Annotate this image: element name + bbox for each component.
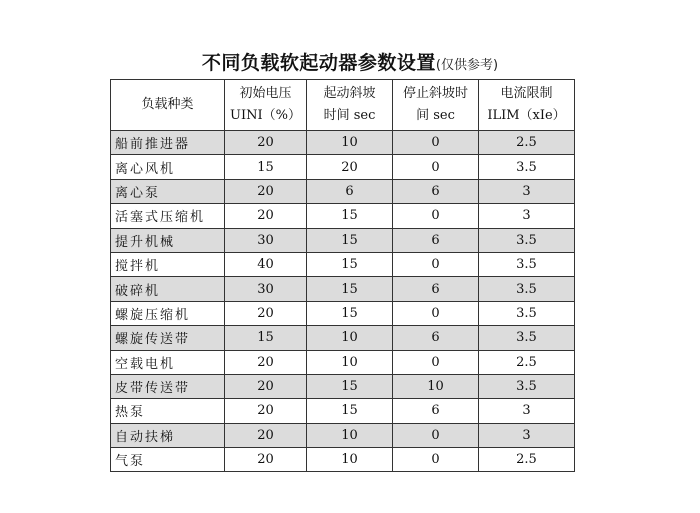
cell-load-type: 气泵: [111, 448, 225, 472]
cell-start-ramp: 15: [307, 252, 393, 276]
table-body: [111, 131, 575, 472]
cell-current-limit: 3.5: [479, 228, 575, 252]
cell-current-limit: 3: [479, 399, 575, 423]
cell-load-type: 螺旋压缩机: [111, 301, 225, 325]
cell-start-ramp: 15: [307, 374, 393, 398]
table-row: [111, 204, 575, 228]
cell-stop-ramp: 6: [393, 228, 479, 252]
cell-current-limit: 3: [479, 423, 575, 447]
table-row: [111, 399, 575, 423]
cell-start-ramp: 15: [307, 204, 393, 228]
cell-initial-voltage: 20: [225, 204, 307, 228]
cell-stop-ramp: 0: [393, 350, 479, 374]
cell-stop-ramp: 6: [393, 277, 479, 301]
table-row: [111, 131, 575, 155]
table-row: [111, 448, 575, 472]
table-row: [111, 228, 575, 252]
header-label: 停止斜坡时: [402, 86, 468, 101]
cell-initial-voltage: 30: [225, 228, 307, 252]
header-unit: UINI（%）: [230, 108, 301, 123]
cell-stop-ramp: 0: [393, 204, 479, 228]
cell-stop-ramp: 0: [393, 155, 479, 179]
cell-current-limit: 3.5: [479, 374, 575, 398]
cell-stop-ramp: 0: [393, 423, 479, 447]
cell-stop-ramp: 0: [393, 448, 479, 472]
cell-initial-voltage: 30: [225, 277, 307, 301]
cell-current-limit: 2.5: [479, 448, 575, 472]
header-start-ramp: [307, 80, 393, 131]
cell-initial-voltage: 20: [225, 448, 307, 472]
table-row: [111, 179, 575, 203]
header-label: 起动斜坡: [323, 86, 376, 101]
cell-initial-voltage: 20: [225, 374, 307, 398]
cell-load-type: 提升机械: [111, 228, 225, 252]
cell-start-ramp: 10: [307, 131, 393, 155]
cell-initial-voltage: 40: [225, 252, 307, 276]
cell-initial-voltage: 20: [225, 131, 307, 155]
cell-start-ramp: 10: [307, 423, 393, 447]
cell-start-ramp: 10: [307, 350, 393, 374]
cell-load-type: 空载电机: [111, 350, 225, 374]
cell-current-limit: 2.5: [479, 350, 575, 374]
cell-current-limit: 3.5: [479, 277, 575, 301]
cell-current-limit: 3.5: [479, 326, 575, 350]
cell-stop-ramp: 0: [393, 301, 479, 325]
page-title: [0, 48, 700, 75]
cell-load-type: 活塞式压缩机: [111, 204, 225, 228]
header-unit: 时间 sec: [323, 108, 376, 123]
cell-load-type: 离心风机: [111, 155, 225, 179]
table-row: [111, 301, 575, 325]
cell-current-limit: 3: [479, 204, 575, 228]
cell-start-ramp: 10: [307, 448, 393, 472]
cell-initial-voltage: 20: [225, 423, 307, 447]
cell-stop-ramp: 6: [393, 399, 479, 423]
cell-load-type: 船前推进器: [111, 131, 225, 155]
cell-initial-voltage: 15: [225, 155, 307, 179]
cell-current-limit: 2.5: [479, 131, 575, 155]
cell-initial-voltage: 20: [225, 179, 307, 203]
header-current-limit: [479, 80, 575, 131]
header-load-type: [111, 80, 225, 131]
cell-stop-ramp: 6: [393, 326, 479, 350]
cell-load-type: 搅拌机: [111, 252, 225, 276]
cell-start-ramp: 15: [307, 301, 393, 325]
cell-initial-voltage: 20: [225, 350, 307, 374]
cell-stop-ramp: 6: [393, 179, 479, 203]
table-row: [111, 423, 575, 447]
cell-start-ramp: 10: [307, 326, 393, 350]
header-unit: ILIM（xIe）: [487, 108, 566, 123]
cell-stop-ramp: 0: [393, 131, 479, 155]
header-stop-ramp: [393, 80, 479, 131]
cell-load-type: 破碎机: [111, 277, 225, 301]
table-row: [111, 374, 575, 398]
cell-load-type: 自动扶梯: [111, 423, 225, 447]
cell-stop-ramp: 10: [393, 374, 479, 398]
table-row: [111, 252, 575, 276]
cell-stop-ramp: 0: [393, 252, 479, 276]
cell-load-type: 螺旋传送带: [111, 326, 225, 350]
cell-current-limit: 3.5: [479, 301, 575, 325]
cell-load-type: 热泵: [111, 399, 225, 423]
parameter-table: [110, 79, 575, 472]
cell-start-ramp: 20: [307, 155, 393, 179]
cell-start-ramp: 15: [307, 399, 393, 423]
cell-start-ramp: 6: [307, 179, 393, 203]
cell-start-ramp: 15: [307, 228, 393, 252]
cell-current-limit: 3.5: [479, 252, 575, 276]
cell-current-limit: 3.5: [479, 155, 575, 179]
table-row: [111, 155, 575, 179]
title-main: 不同负载软起动器参数设置: [201, 52, 436, 74]
header-row: [111, 80, 575, 131]
cell-current-limit: 3: [479, 179, 575, 203]
table-row: [111, 326, 575, 350]
cell-initial-voltage: 20: [225, 399, 307, 423]
header-unit: 间 sec: [416, 108, 455, 123]
cell-load-type: 皮带传送带: [111, 374, 225, 398]
table-row: [111, 277, 575, 301]
header-label: 电流限制: [500, 86, 553, 101]
header-initial-voltage: [225, 80, 307, 131]
header-label: 初始电压: [239, 86, 292, 101]
cell-load-type: 离心泵: [111, 179, 225, 203]
title-note: (仅供参考): [435, 58, 499, 73]
table-header: [111, 80, 575, 131]
header-label: 负载种类: [141, 97, 194, 112]
table-row: [111, 350, 575, 374]
cell-start-ramp: 15: [307, 277, 393, 301]
cell-initial-voltage: 15: [225, 326, 307, 350]
cell-initial-voltage: 20: [225, 301, 307, 325]
